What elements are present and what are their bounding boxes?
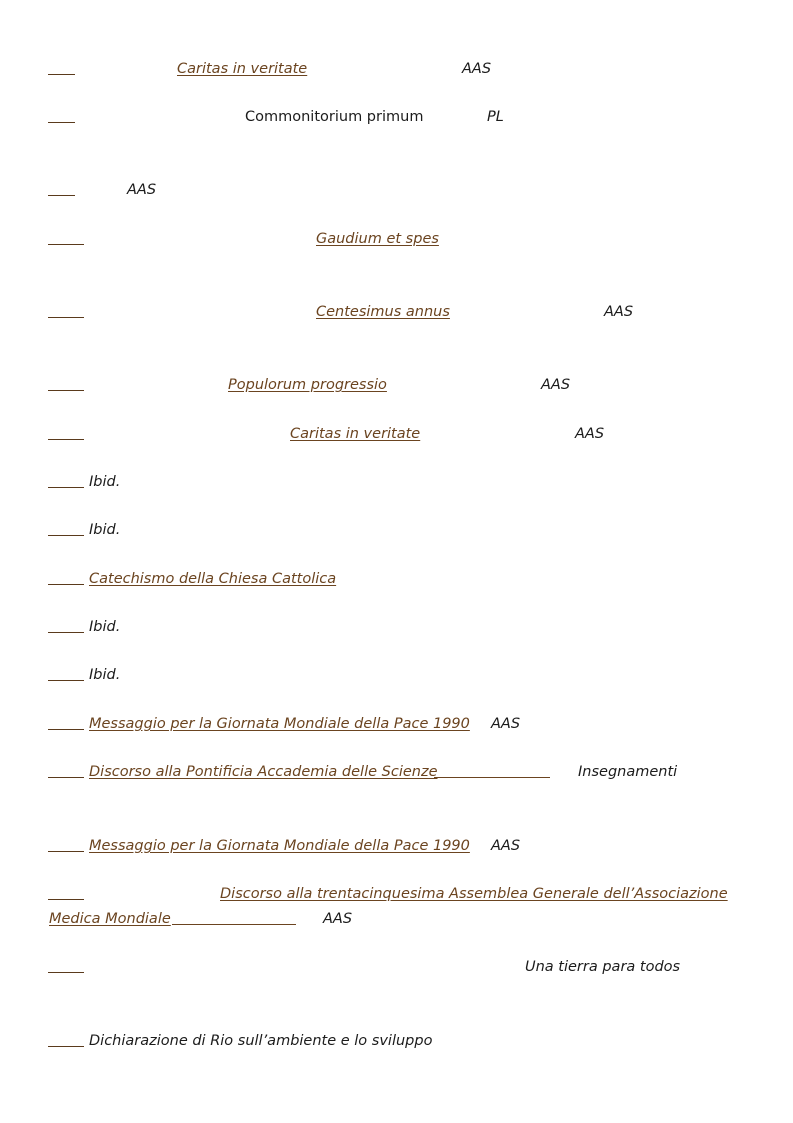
citation-title: Commonitorium primum	[245, 109, 424, 125]
citation-link-discorso-associazione-medica[interactable]: Discorso alla trentacinquesima Assemblea Generale dell’Associazione	[220, 886, 728, 902]
link-underline-gap	[172, 910, 296, 925]
citation-link-catechismo[interactable]: Catechismo della Chiesa Cattolica	[89, 571, 337, 587]
citation-ibid: Ibid.	[89, 667, 121, 683]
footnote-marker	[48, 60, 75, 75]
citation-ibid: Ibid.	[89, 619, 121, 635]
citation-link-caritas-in-veritate[interactable]: Caritas in veritate	[177, 61, 308, 77]
footnote-marker	[48, 181, 75, 196]
footnote-15	[0, 837, 793, 857]
footnote-16	[0, 885, 793, 929]
footnote-3	[0, 181, 793, 201]
footnote-marker	[48, 837, 84, 852]
footnote-marker	[48, 425, 84, 440]
footnote-marker	[48, 763, 84, 778]
footnote-marker	[48, 108, 75, 123]
footnote-marker	[48, 376, 84, 391]
footnote-marker	[48, 570, 84, 585]
citation-source: AAS	[491, 838, 521, 854]
footnote-4	[0, 230, 793, 250]
citation-source: AAS	[127, 182, 157, 198]
footnote-7	[0, 425, 793, 445]
citation-source: AAS	[462, 61, 492, 77]
footnote-18	[0, 1032, 793, 1052]
citation-source: AAS	[491, 716, 521, 732]
citation-link-centesimus-annus[interactable]: Centesimus annus	[316, 304, 450, 320]
footnote-14	[0, 763, 793, 783]
footnote-8	[0, 473, 793, 493]
footnote-5	[0, 303, 793, 323]
citation-title: Dichiarazione di Rio sull’ambiente e lo sviluppo	[89, 1033, 433, 1049]
footnote-marker	[48, 521, 84, 536]
footnote-marker	[48, 1032, 84, 1047]
footnote-9	[0, 521, 793, 541]
footnote-6	[0, 376, 793, 396]
footnote-marker	[48, 885, 84, 900]
citation-link-discorso-accademia-scienze[interactable]: Discorso alla Pontificia Accademia delle Scienze	[89, 764, 438, 780]
citation-link-populorum-progressio[interactable]: Populorum progressio	[228, 377, 387, 393]
citation-link-continuation[interactable]: Medica Mondiale	[49, 911, 171, 927]
footnote-marker	[48, 666, 84, 681]
citation-source: AAS	[604, 304, 634, 320]
footnote-2	[0, 108, 793, 128]
citation-link-messaggio-pace-1990[interactable]: Messaggio per la Giornata Mondiale della Pace 1990	[89, 716, 470, 732]
citation-source: AAS	[541, 377, 571, 393]
citation-title: Una tierra para todos	[525, 959, 681, 975]
citation-source: PL	[487, 109, 504, 125]
footnote-10	[0, 570, 793, 590]
footnote-marker	[48, 473, 84, 488]
footnote-13	[0, 715, 793, 735]
citation-ibid: Ibid.	[89, 474, 121, 490]
citation-link-gaudium-et-spes[interactable]: Gaudium et spes	[316, 231, 439, 247]
citation-ibid: Ibid.	[89, 522, 121, 538]
citation-source: Insegnamenti	[578, 764, 678, 780]
footnote-1	[0, 60, 793, 80]
footnote-11	[0, 618, 793, 638]
citation-source: AAS	[323, 911, 353, 927]
link-underline-gap	[434, 763, 550, 778]
citation-source: AAS	[575, 426, 605, 442]
footnote-12	[0, 666, 793, 686]
footnote-marker	[48, 715, 84, 730]
footnote-marker	[48, 958, 84, 973]
footnote-marker	[48, 230, 84, 245]
citation-link-caritas-in-veritate[interactable]: Caritas in veritate	[290, 426, 421, 442]
citation-link-messaggio-pace-1990[interactable]: Messaggio per la Giornata Mondiale della Pace 1990	[89, 838, 470, 854]
footnote-17	[0, 958, 793, 978]
footnote-marker	[48, 618, 84, 633]
footnote-marker	[48, 303, 84, 318]
